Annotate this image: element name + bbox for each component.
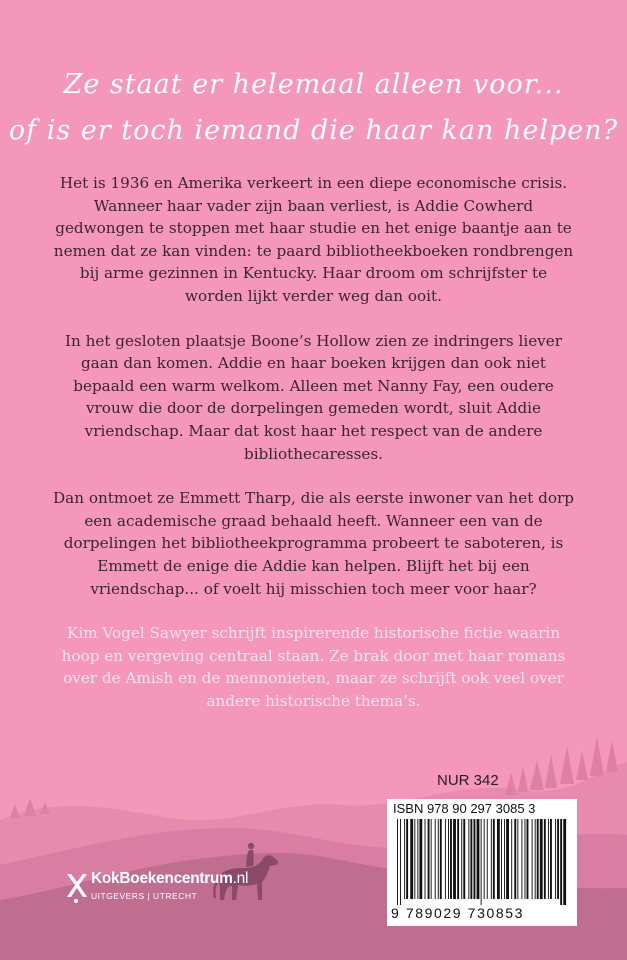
tagline bbox=[0, 62, 627, 154]
barcode-bar bbox=[491, 819, 492, 899]
ean-digits: 9 789029 730853 bbox=[391, 905, 524, 921]
barcode-bar bbox=[540, 819, 543, 899]
barcode-bar bbox=[468, 819, 469, 899]
barcode-bar bbox=[414, 819, 415, 899]
barcode-bar bbox=[504, 819, 505, 899]
barcode-bar bbox=[517, 819, 518, 899]
barcode-bar bbox=[457, 819, 459, 899]
barcode-bars bbox=[393, 819, 571, 905]
barcode-bar bbox=[404, 819, 405, 899]
barcode-bar bbox=[514, 819, 516, 899]
kok-x-logo-icon bbox=[64, 870, 88, 904]
barcode-bar bbox=[440, 819, 442, 899]
barcode-bar bbox=[425, 819, 426, 899]
barcode-bar bbox=[493, 819, 495, 899]
barcode-bar bbox=[487, 819, 488, 899]
publisher-name bbox=[91, 870, 248, 888]
blurb-paragraph-3: Dan ontmoet ze Emmett Tharp, die als eerste inwoner van het dorp een academische graad behaald heeft. Wanneer een van de dorpelingen het bibliotheekprogramma probeert te saboteren, is Emmett de enige die Addie kan helpen. Blijft het bij een vriendschap... of voelt hij misschien toch meer voor haar? bbox=[53, 489, 574, 598]
barcode-bar bbox=[397, 819, 398, 905]
barcode-bar bbox=[497, 819, 500, 899]
barcode-bar bbox=[544, 819, 546, 899]
publisher-name-suffix: .nl bbox=[232, 870, 249, 887]
barcode-bar bbox=[428, 819, 430, 899]
barcode-bar bbox=[555, 819, 556, 899]
barcode-bar bbox=[557, 819, 559, 899]
barcode-bar bbox=[435, 819, 436, 899]
nur-code: NUR 342 bbox=[437, 772, 499, 789]
barcode-bar bbox=[521, 819, 522, 899]
barcode-bar bbox=[470, 819, 472, 899]
barcode-bar bbox=[453, 819, 456, 899]
barcode-bar bbox=[525, 819, 526, 899]
barcode-bar bbox=[438, 819, 439, 899]
blurb bbox=[52, 172, 575, 734]
author-bio: Kim Vogel Sawyer schrijft inspirerende historische fictie waarin hoop en vergeving centraal staan. Ze brak door met haar romans over de Amish en de mennonieten, maar ze schrijft ook veel over andere historische thema’s. bbox=[61, 624, 566, 710]
isbn-barcode bbox=[387, 799, 577, 926]
barcode-bar bbox=[511, 819, 512, 899]
barcode-bar bbox=[463, 819, 465, 899]
barcode-bar bbox=[417, 819, 418, 899]
tagline-line-1: Ze staat er helemaal alleen voor... bbox=[63, 69, 564, 100]
barcode-bar bbox=[431, 819, 432, 899]
blurb-paragraph-1: Het is 1936 en Amerika verkeert in een diepe economische crisis. Wanneer haar vader zijn baan verliest, is Addie Cowherd gedwongen te stoppen met haar studie en het enige baantje aan te nemen dat ze kan vinden: te paard bibliotheekboeken rondbrengen bij arme gezinnen in Kentucky. Haar droom om schrijfster te worden lijkt verder weg dan ooit. bbox=[53, 174, 574, 305]
barcode-bar bbox=[537, 819, 539, 899]
barcode-bar bbox=[448, 819, 449, 899]
barcode-bar bbox=[535, 819, 536, 899]
barcode-bar bbox=[560, 819, 562, 905]
barcode-bar bbox=[532, 819, 533, 899]
barcode-bar bbox=[527, 819, 529, 899]
barcode-bar bbox=[548, 819, 549, 899]
barcode-bar bbox=[563, 819, 566, 905]
barcode-bar bbox=[410, 819, 413, 899]
barcode-bar bbox=[450, 819, 452, 899]
barcode-bar bbox=[506, 819, 509, 899]
publisher-name-main: KokBoekencentrum bbox=[91, 870, 233, 887]
tagline-line-2: of is er toch iemand die haar kan helpen? bbox=[8, 115, 619, 146]
barcode-bar bbox=[461, 819, 462, 899]
barcode-bar bbox=[484, 819, 485, 899]
barcode-bar bbox=[406, 819, 408, 899]
barcode-bar bbox=[445, 819, 446, 899]
barcode-bar bbox=[474, 819, 476, 899]
isbn-label: ISBN 978 90 297 3085 3 bbox=[393, 801, 536, 816]
barcode-bar bbox=[477, 819, 480, 899]
barcode-bar bbox=[400, 819, 401, 905]
barcode-bar bbox=[481, 819, 482, 905]
barcode-bar bbox=[550, 819, 552, 899]
barcode-bar bbox=[501, 819, 502, 899]
barcode-bar bbox=[419, 819, 422, 899]
blurb-paragraph-2: In het gesloten plaatsje Boone’s Hollow zien ze indringers liever gaan dan komen. Addie en haar boeken krijgen dan ook niet bepaald een warm welkom. Alleen met Nanny Fay, een oudere vrouw die door de dorpelingen gemeden wordt, sluit Addie vriendschap. Maar dat kost haar het respect van de andere bibliothecaresses. bbox=[64, 331, 563, 463]
publisher-subline: UITGEVERS | UTRECHT bbox=[91, 891, 198, 901]
